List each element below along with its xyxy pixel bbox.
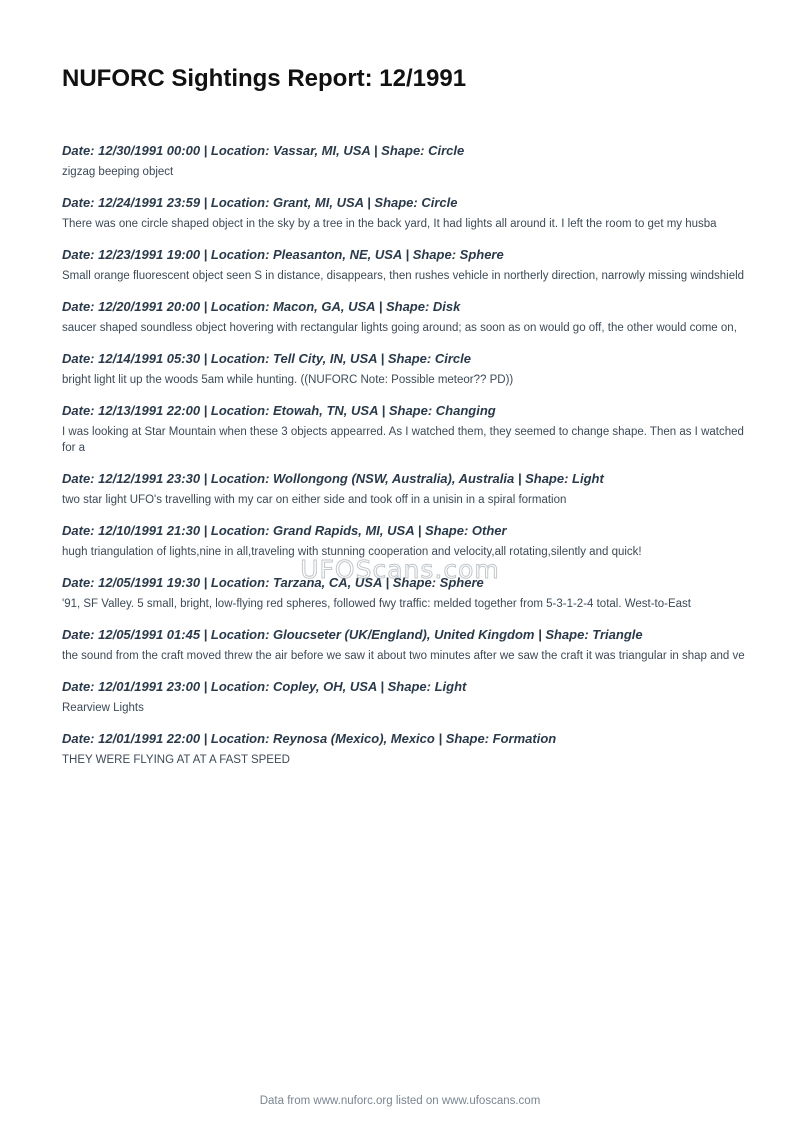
sighting-header: Date: 12/12/1991 23:30 | Location: Wollongong (NSW, Australia), Australia | Shape: Light (62, 471, 604, 486)
sighting-entry (62, 678, 752, 716)
watermark: UFOScans.com (300, 555, 500, 584)
sighting-entry (62, 246, 752, 284)
sighting-entry (62, 470, 752, 508)
sighting-header: Date: 12/14/1991 05:30 | Location: Tell City, IN, USA | Shape: Circle (62, 351, 471, 366)
sighting-entry (62, 730, 752, 768)
sighting-header: Date: 12/30/1991 00:00 | Location: Vassar, MI, USA | Shape: Circle (62, 143, 465, 158)
footer-credit: Data from www.nuforc.org listed on www.ufoscans.com (259, 1095, 541, 1107)
page-title: NUFORC Sightings Report: 12/1991 (62, 65, 467, 92)
sighting-header: Date: 12/05/1991 01:45 | Location: Gloucseter (UK/England), United Kingdom | Shape: Triangle (62, 627, 643, 642)
sighting-header: Date: 12/23/1991 19:00 | Location: Pleasanton, NE, USA | Shape: Sphere (62, 247, 504, 262)
sighting-description: saucer shaped soundless object hovering with rectangular lights going around; as soon as on would go off, the other would come on, (62, 322, 737, 334)
sightings-list (62, 142, 752, 782)
sighting-description: bright light lit up the woods 5am while hunting. ((NUFORC Note: Possible meteor?? PD)) (62, 374, 514, 386)
sighting-header: Date: 12/20/1991 20:00 | Location: Macon, GA, USA | Shape: Disk (62, 299, 461, 314)
sighting-entry (62, 574, 752, 612)
sighting-description: zigzag beeping object (62, 166, 174, 178)
sighting-description: THEY WERE FLYING AT AT A FAST SPEED (62, 754, 290, 766)
sighting-description: two star light UFO's travelling with my car on either side and took off in a unisin in a spiral formation (62, 494, 567, 506)
sighting-description: the sound from the craft moved threw the air before we saw it about two minutes after we saw the craft it was triangular in shap and ve (62, 650, 745, 662)
sighting-header: Date: 12/01/1991 22:00 | Location: Reynosa (Mexico), Mexico | Shape: Formation (62, 731, 557, 746)
sighting-description: I was looking at Star Mountain when these 3 objects appearred. As I watched them, they seemed to change shape. Then as I watched for a (62, 426, 744, 454)
sighting-entry (62, 298, 752, 336)
sighting-header: Date: 12/05/1991 19:30 | Location: Tarzana, CA, USA | Shape: Sphere (62, 575, 484, 590)
sighting-description: hugh triangulation of lights,nine in all,traveling with stunning cooperation and velocity,all rotating,silently and quick! (62, 546, 642, 558)
sighting-header: Date: 12/10/1991 21:30 | Location: Grand Rapids, MI, USA | Shape: Other (62, 523, 507, 538)
sighting-description: There was one circle shaped object in the sky by a tree in the back yard, It had lights all around it. I left the room to get my husba (62, 218, 717, 230)
sighting-entry (62, 194, 752, 232)
sighting-header: Date: 12/01/1991 23:00 | Location: Copley, OH, USA | Shape: Light (62, 679, 467, 694)
sighting-description: Small orange fluorescent object seen S in distance, disappears, then rushes vehicle in northerly direction, narrowly missing windshield (62, 270, 745, 282)
sighting-entry (62, 402, 752, 456)
sighting-description: Rearview Lights (62, 702, 144, 714)
sighting-header: Date: 12/13/1991 22:00 | Location: Etowah, TN, USA | Shape: Changing (62, 403, 496, 418)
sighting-entry (62, 350, 752, 388)
sighting-entry (62, 626, 752, 664)
sighting-entry (62, 522, 752, 560)
sighting-header: Date: 12/24/1991 23:59 | Location: Grant, MI, USA | Shape: Circle (62, 195, 458, 210)
sighting-entry (62, 142, 752, 180)
sighting-description: '91, SF Valley. 5 small, bright, low-flying red spheres, followed fwy traffic: melded together from 5-3-1-2-4 total. West-to-East (62, 598, 691, 610)
